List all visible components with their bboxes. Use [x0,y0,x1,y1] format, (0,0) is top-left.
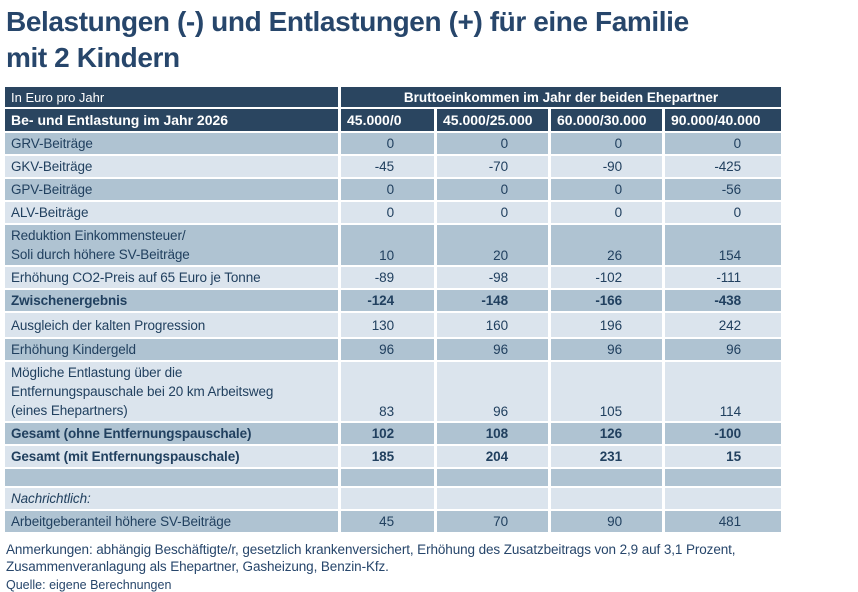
row-label: Gesamt (mit Entfernungspauschale) [5,446,338,467]
cell-value: 96 [437,339,548,360]
cell-value: 96 [437,362,548,421]
data-table [2,85,784,534]
cell-value: -166 [551,290,662,311]
row-label [5,469,338,486]
row-label: ALV-Beiträge [5,202,338,223]
cell-value: 242 [665,313,781,337]
table-row [5,179,781,200]
cell-value: -111 [665,267,781,288]
row-label: Erhöhung CO2-Preis auf 65 Euro je Tonne [5,267,338,288]
cell-value: 0 [341,133,434,154]
table-row [5,202,781,223]
table-row [5,511,781,532]
table-row [5,313,781,337]
cell-value: 10 [341,225,434,265]
cell-value: -56 [665,179,781,200]
cell-value: 0 [437,179,548,200]
cell-value: 0 [665,133,781,154]
annotation-line-1: Anmerkungen: abhängig Beschäftigte/r, gesetzlich krankenversichert, Erhöhung des Zusatzbeitrags von 2,9 auf 3,1 Prozent, [6,542,736,557]
page-title [6,4,858,76]
cell-value [551,488,662,509]
table-body [5,133,781,532]
page-title-line2: mit 2 Kindern [6,42,180,73]
cell-value: 204 [437,446,548,467]
cell-value: 108 [437,423,548,444]
cell-value: -90 [551,156,662,177]
cell-value [341,469,434,486]
cell-value: -102 [551,267,662,288]
cell-value: 90 [551,511,662,532]
cell-value: 15 [665,446,781,467]
table-row [5,423,781,444]
annotation-line-2: Zusammenveranlagung als Ehepartner, Gasheizung, Benzin-Kfz. [6,559,389,574]
page-title-line1: Belastungen (-) und Entlastungen (+) für eine Familie [6,6,689,37]
cell-value: -438 [665,290,781,311]
cell-value: -425 [665,156,781,177]
cell-value: 481 [665,511,781,532]
cell-value: 114 [665,362,781,421]
cell-value [551,469,662,486]
column-header-3: 60.000/30.000 [551,109,662,131]
column-header-2: 45.000/25.000 [437,109,548,131]
column-group-header: Bruttoeinkommen im Jahr der beiden Ehepartner [341,87,781,107]
table-header-group-row [5,87,781,107]
cell-value: 196 [551,313,662,337]
cell-value: 0 [665,202,781,223]
row-label: Reduktion Einkommensteuer/ Soli durch höhere SV-Beiträge [5,225,338,265]
table-header-row [5,109,781,131]
cell-value: 96 [341,339,434,360]
table-header [5,87,781,131]
cell-value: 0 [341,202,434,223]
cell-value [341,488,434,509]
cell-value: 45 [341,511,434,532]
cell-value: 83 [341,362,434,421]
cell-value: -124 [341,290,434,311]
row-label: Mögliche Entlastung über die Entfernungspauschale bei 20 km Arbeitsweg (eines Ehepartners) [5,362,338,421]
cell-value: -98 [437,267,548,288]
row-label: Gesamt (ohne Entfernungspauschale) [5,423,338,444]
cell-value: 130 [341,313,434,337]
cell-value: 96 [551,339,662,360]
source-note: Quelle: eigene Berechnungen [6,578,172,592]
cell-value [437,469,548,486]
table-row [5,133,781,154]
table-row [5,446,781,467]
row-label: GKV-Beiträge [5,156,338,177]
row-label: Ausgleich der kalten Progression [5,313,338,337]
column-header-4: 90.000/40.000 [665,109,781,131]
cell-value [437,488,548,509]
table-row [5,339,781,360]
table-spacer-row [5,469,781,486]
row-label: Arbeitgeberanteil höhere SV-Beiträge [5,511,338,532]
cell-value: 0 [341,179,434,200]
unit-label: In Euro pro Jahr [5,87,338,107]
table-row [5,225,781,265]
row-label: Nachrichtlich: [5,488,338,509]
cell-value: 231 [551,446,662,467]
row-dimension-header: Be- und Entlastung im Jahr 2026 [5,109,338,131]
table-row [5,488,781,509]
column-header-1: 45.000/0 [341,109,434,131]
cell-value: -89 [341,267,434,288]
row-label: Zwischenergebnis [5,290,338,311]
cell-value: 0 [437,202,548,223]
row-label: GRV-Beiträge [5,133,338,154]
cell-value: 20 [437,225,548,265]
cell-value: 126 [551,423,662,444]
cell-value: 160 [437,313,548,337]
cell-value: 0 [551,179,662,200]
annotations [6,541,858,575]
cell-value [665,469,781,486]
row-label: GPV-Beiträge [5,179,338,200]
cell-value: 102 [341,423,434,444]
table-row [5,267,781,288]
cell-value: 0 [437,133,548,154]
cell-value: -100 [665,423,781,444]
cell-value: -148 [437,290,548,311]
table-row [5,290,781,311]
cell-value: -45 [341,156,434,177]
cell-value: 0 [551,202,662,223]
cell-value: 154 [665,225,781,265]
cell-value: 185 [341,446,434,467]
table-row [5,156,781,177]
cell-value: 26 [551,225,662,265]
table-row [5,362,781,421]
cell-value: 105 [551,362,662,421]
cell-value: 96 [665,339,781,360]
cell-value: -70 [437,156,548,177]
cell-value: 70 [437,511,548,532]
cell-value: 0 [551,133,662,154]
cell-value [665,488,781,509]
row-label: Erhöhung Kindergeld [5,339,338,360]
